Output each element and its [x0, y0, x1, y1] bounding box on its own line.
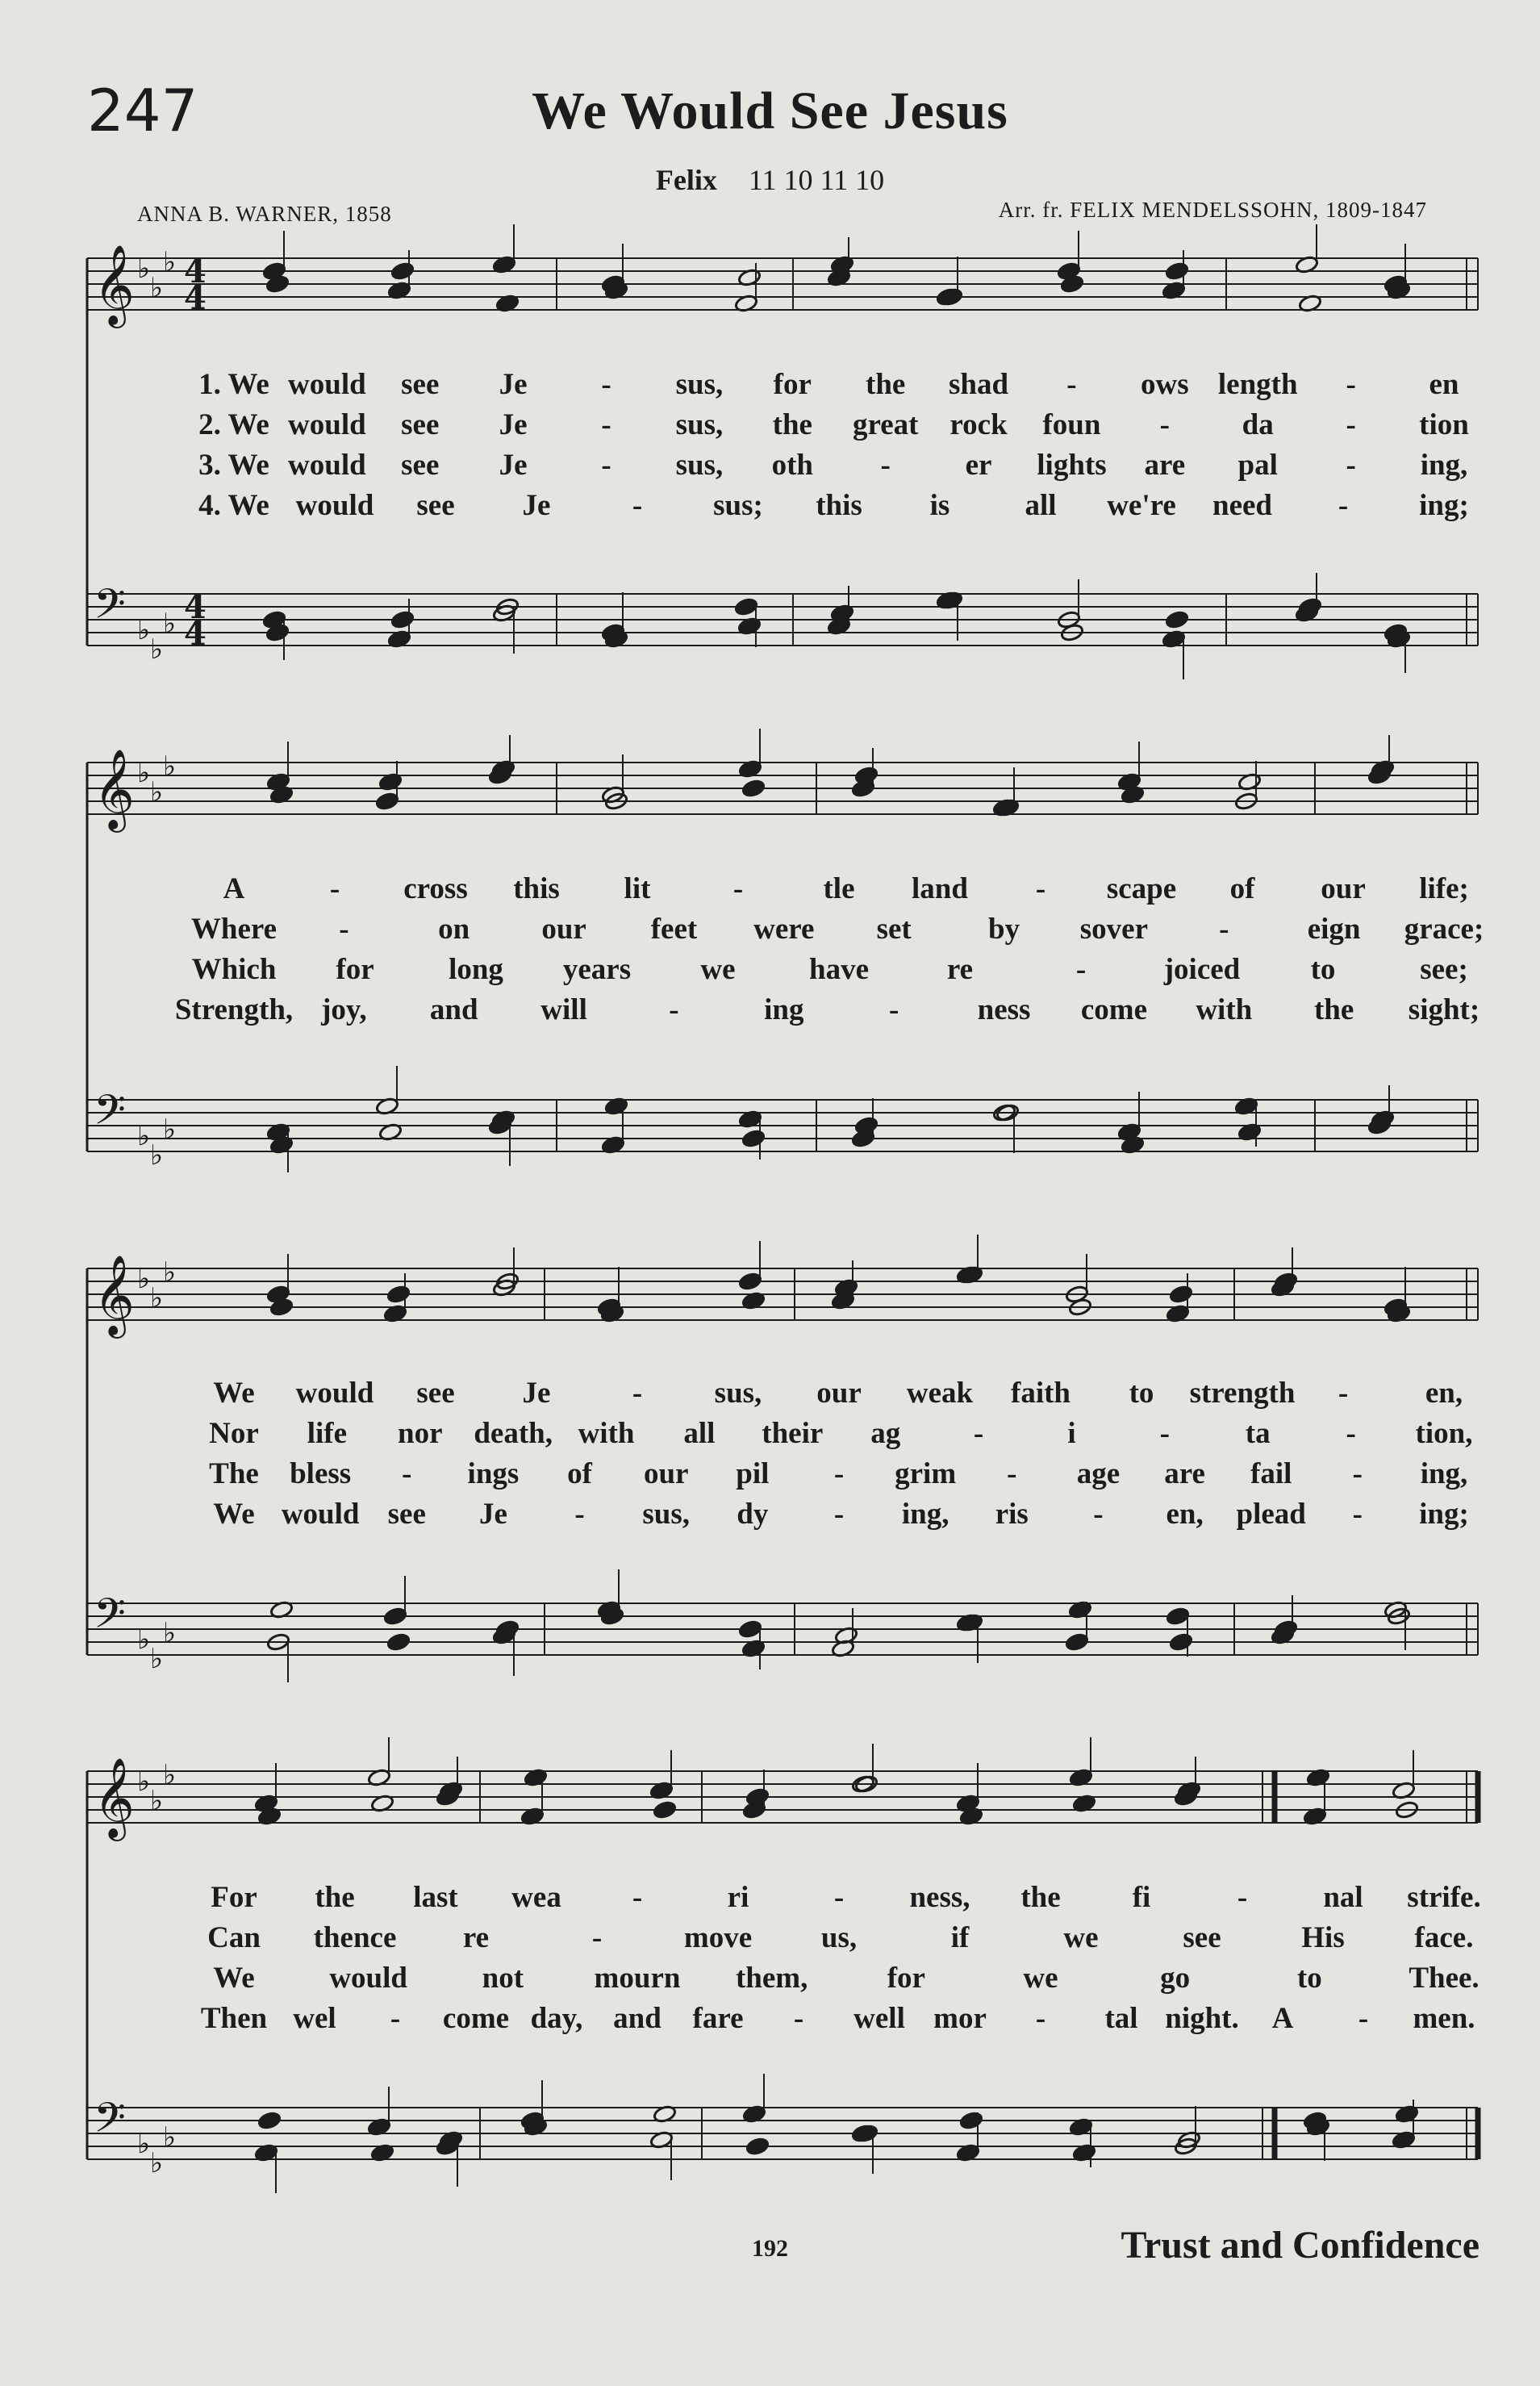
lyric-syllable: - — [732, 872, 744, 905]
flat-icon: ♭ — [137, 614, 151, 646]
notehead — [1165, 261, 1189, 281]
lyric-syllable: well — [853, 2002, 905, 2035]
notehead — [959, 2111, 983, 2130]
notehead — [1065, 1632, 1089, 1652]
lyric-syllable: fail — [1250, 1457, 1292, 1490]
bass-clef-icon: 𝄢 — [94, 2093, 126, 2152]
lyric-syllable: if — [950, 1921, 970, 1954]
lyric-syllable: we're — [1107, 489, 1176, 522]
lyric-syllable: 1. We — [198, 368, 269, 401]
lyric-syllable: Can — [207, 1921, 261, 1954]
lyric-syllable: nal — [1323, 1881, 1363, 1914]
lyric-syllable: move — [683, 1921, 753, 1954]
lyric-syllable: sus, — [675, 408, 724, 441]
lyric-syllable: - — [402, 1457, 412, 1490]
flat-icon: ♭ — [137, 1765, 151, 1798]
lyric-syllable: thence — [313, 1921, 397, 1954]
lyric-syllable: - — [1075, 953, 1087, 986]
notehead — [653, 1800, 677, 1820]
lyric-syllable: would — [295, 489, 374, 522]
lyric-syllable: ag — [870, 1417, 901, 1450]
lyric-syllable: Then — [200, 2002, 268, 2035]
flat-icon: ♭ — [150, 1643, 164, 1675]
lyric-syllable: - — [601, 449, 611, 482]
lyric-syllable: - — [1035, 2002, 1046, 2035]
lyric-syllable: - — [329, 872, 340, 905]
lyric-syllable: - — [1159, 1417, 1171, 1450]
lyric-syllable: to — [1310, 953, 1336, 986]
lyric-syllable: - — [1093, 1498, 1104, 1531]
lyric-syllable: would — [288, 408, 366, 441]
lyric-syllable: the — [315, 1881, 355, 1914]
lyric-syllable: last — [413, 1881, 458, 1914]
lyric-syllable: face. — [1414, 1921, 1474, 1954]
lyric-syllable: were — [753, 913, 815, 946]
lyric-syllable: ing; — [1419, 489, 1469, 522]
lyric-syllable: - — [1007, 1457, 1017, 1490]
lyric-syllable: with — [578, 1417, 635, 1450]
notehead — [1274, 1619, 1298, 1639]
lyric-syllable: lit — [624, 872, 651, 905]
lyric-syllable: - — [591, 1921, 603, 1954]
lyric-syllable: come — [442, 2002, 510, 2035]
hymn-composer: Arr. fr. FELIX MENDELSSOHN, 1809-1847 — [998, 198, 1427, 222]
lyric-syllable: the — [866, 368, 906, 401]
flat-icon: ♭ — [150, 1282, 164, 1314]
flat-icon: ♭ — [137, 2128, 151, 2160]
lyric-syllable: grace; — [1404, 913, 1484, 946]
lyric-syllable: 4. We — [198, 489, 269, 522]
lyric-syllable: ness, — [909, 1881, 970, 1914]
lyric-syllable: sight; — [1408, 993, 1480, 1026]
lyric-syllable: - — [1346, 1417, 1356, 1450]
lyric-syllable: tion, — [1415, 1417, 1473, 1450]
notehead — [734, 597, 758, 616]
notehead — [390, 261, 415, 281]
lyric-syllable: We — [213, 1962, 255, 1995]
lyric-syllable: sus, — [675, 449, 724, 482]
lyric-syllable: en, — [1425, 1377, 1463, 1410]
lyric-syllable: - — [1338, 489, 1349, 522]
notehead — [854, 2124, 879, 2143]
lyric-syllable: - — [793, 2002, 804, 2035]
flat-icon: ♭ — [150, 633, 164, 666]
lyric-syllable: Which — [191, 953, 277, 986]
notehead — [741, 1129, 766, 1148]
lyric-syllable: with — [1196, 993, 1253, 1026]
lyric-syllable: day, — [530, 2002, 583, 2035]
lyric-syllable: Thee. — [1409, 1962, 1479, 1995]
lyric-syllable: of — [567, 1457, 592, 1490]
time-signature-top: 4 — [184, 588, 207, 626]
lyric-syllable: strength — [1189, 1377, 1296, 1410]
lyric-syllable: is — [929, 489, 950, 522]
treble-clef-icon: 𝄞 — [94, 1255, 135, 1335]
section-label: Trust and Confidence — [1121, 2224, 1479, 2267]
lyric-syllable: ing, — [1420, 1457, 1468, 1490]
lyric-syllable: - — [1159, 408, 1171, 441]
lyric-syllable: great — [852, 408, 919, 441]
notehead — [939, 287, 963, 307]
lyric-syllable: set — [876, 913, 912, 946]
flat-icon: ♭ — [137, 1623, 151, 1656]
notehead — [745, 1787, 770, 1807]
notehead — [1169, 1285, 1193, 1304]
lyric-syllable: foun — [1042, 408, 1101, 441]
notehead — [386, 1285, 411, 1304]
lyric-syllable: are — [1164, 1457, 1205, 1490]
lyric-syllable: We — [213, 1377, 255, 1410]
lyric-syllable: en, — [1166, 1498, 1204, 1531]
flat-icon: ♭ — [163, 1256, 177, 1289]
lyric-syllable: our — [541, 913, 586, 946]
lyric-syllable: - — [1346, 408, 1356, 441]
lyric-syllable: Je — [478, 1498, 507, 1531]
lyric-syllable: will — [540, 993, 587, 1026]
lyric-syllable: see — [401, 449, 440, 482]
lyric-syllable: sover — [1079, 913, 1149, 946]
lyric-syllable: re — [946, 953, 974, 986]
time-signature-top: 4 — [184, 253, 207, 290]
lyric-syllable: the — [772, 408, 812, 441]
lyric-syllable: - — [833, 1457, 845, 1490]
bass-clef-icon: 𝄢 — [94, 1085, 126, 1144]
lyric-syllable: see — [416, 1377, 455, 1410]
hymn-title: We Would See Jesus — [532, 81, 1008, 140]
lyric-syllable: - — [1066, 368, 1077, 401]
lyric-syllable: en — [1429, 368, 1459, 401]
flat-icon: ♭ — [163, 1617, 177, 1649]
lyric-syllable: - — [669, 993, 679, 1026]
lyric-syllable: are — [1144, 449, 1186, 482]
hymn-author: ANNA B. WARNER, 1858 — [137, 202, 392, 226]
lyric-syllable: Je — [499, 449, 528, 482]
lyric-syllable: - — [880, 449, 891, 482]
lyric-syllable: ri — [727, 1881, 749, 1914]
lyric-syllable: sus; — [713, 489, 763, 522]
flat-icon: ♭ — [163, 2121, 177, 2154]
lyric-syllable: - — [601, 408, 611, 441]
lyric-syllable: - — [601, 368, 611, 401]
flat-icon: ♭ — [150, 2147, 164, 2179]
flat-icon: ♭ — [163, 608, 177, 640]
lyric-syllable: us, — [820, 1921, 858, 1954]
lyric-syllable: feet — [650, 913, 698, 946]
lyric-syllable: wel — [293, 2002, 336, 2035]
lyric-syllable: - — [1352, 1457, 1363, 1490]
flat-icon: ♭ — [137, 1120, 151, 1152]
flat-icon: ♭ — [150, 272, 164, 304]
lyric-syllable: mourn — [594, 1962, 681, 1995]
lyric-syllable: i — [1067, 1417, 1076, 1450]
hymn-number: 247 — [87, 77, 198, 144]
flat-icon: ♭ — [163, 246, 177, 278]
flat-icon: ♭ — [137, 253, 151, 285]
lyric-syllable: strife. — [1407, 1881, 1481, 1914]
lyric-syllable: mor — [933, 2002, 987, 2035]
lyric-syllable: night. — [1165, 2002, 1239, 2035]
lyric-syllable: would — [329, 1962, 407, 1995]
notehead — [375, 792, 399, 811]
lyric-syllable: For — [211, 1881, 257, 1914]
lyric-syllable: nor — [398, 1417, 443, 1450]
lyric-syllable: - — [833, 1498, 845, 1531]
lyric-syllable: see — [416, 489, 455, 522]
lyric-syllable: life — [307, 1417, 348, 1450]
lyric-syllable: rock — [949, 408, 1008, 441]
lyric-syllable: ing, — [1420, 449, 1468, 482]
lyric-syllable: life; — [1419, 872, 1469, 905]
lyric-syllable: not — [482, 1962, 524, 1995]
lyric-syllable: da — [1242, 408, 1274, 441]
lyric-syllable: A — [1271, 2002, 1294, 2035]
lyric-syllable: Nor — [209, 1417, 259, 1450]
lyric-syllable: would — [295, 1377, 374, 1410]
lyric-syllable: length — [1217, 368, 1298, 401]
lyric-syllable: shad — [949, 368, 1009, 401]
notehead — [738, 1619, 762, 1639]
lyric-syllable: - — [1352, 1498, 1363, 1531]
notehead — [1298, 597, 1322, 616]
flat-icon: ♭ — [137, 757, 151, 789]
notehead — [854, 1116, 879, 1135]
lyric-syllable: see — [1183, 1921, 1221, 1954]
notehead — [854, 766, 879, 785]
lyric-syllable: our — [816, 1377, 862, 1410]
lyric-syllable: years — [562, 953, 632, 986]
lyric-syllable: - — [1219, 913, 1229, 946]
notehead — [745, 2137, 770, 2156]
lyric-syllable: the — [1313, 993, 1354, 1026]
lyric-syllable: Je — [522, 489, 551, 522]
lyric-syllable: - — [1338, 1377, 1349, 1410]
lyric-syllable: them, — [735, 1962, 808, 1995]
lyric-syllable: - — [390, 2002, 401, 2035]
lyric-syllable: all — [1025, 489, 1057, 522]
lyric-syllable: - — [1346, 449, 1356, 482]
lyric-syllable: for — [773, 368, 812, 401]
lyric-syllable: need — [1212, 489, 1272, 522]
lyric-syllable: bless — [290, 1457, 352, 1490]
lyric-syllable: men. — [1413, 2002, 1475, 2035]
treble-clef-icon: 𝄞 — [94, 244, 135, 325]
notehead — [1169, 1632, 1193, 1652]
lyric-syllable: - — [632, 489, 643, 522]
lyric-syllable: We — [213, 1498, 255, 1531]
lyric-syllable: 3. We — [198, 449, 269, 482]
lyric-syllable: see — [387, 1498, 426, 1531]
lyric-syllable: 2. We — [198, 408, 269, 441]
lyric-syllable: eign — [1307, 913, 1361, 946]
lyric-syllable: sus, — [642, 1498, 691, 1531]
notehead — [741, 779, 766, 798]
lyric-syllable: tion — [1419, 408, 1469, 441]
lyric-syllable: pil — [736, 1457, 770, 1490]
lyric-syllable: sus, — [714, 1377, 762, 1410]
lyric-syllable: Where — [190, 913, 278, 946]
lyric-syllable: ing; — [1419, 1498, 1469, 1531]
lyric-syllable: ows — [1141, 368, 1189, 401]
lyric-syllable: Je — [499, 368, 528, 401]
notehead — [257, 2111, 282, 2130]
lyric-syllable: see — [401, 408, 440, 441]
lyric-syllable: - — [632, 1881, 643, 1914]
lyric-syllable: - — [339, 913, 349, 946]
lyric-syllable: would — [288, 368, 366, 401]
notehead — [495, 1619, 520, 1639]
lyric-syllable: their — [762, 1417, 824, 1450]
notehead — [1166, 1607, 1190, 1626]
lyric-syllable: - — [1358, 2002, 1369, 2035]
lyric-syllable: The — [209, 1457, 259, 1490]
lyric-syllable: pal — [1237, 449, 1278, 482]
lyric-syllable: - — [1346, 368, 1356, 401]
flat-icon: ♭ — [163, 1114, 177, 1146]
lyric-syllable: Je — [499, 408, 528, 441]
lyric-syllable: ing — [764, 993, 804, 1026]
lyric-syllable: ris — [995, 1498, 1029, 1531]
lyric-syllable: all — [683, 1417, 716, 1450]
lyric-syllable: on — [438, 913, 470, 946]
lyric-syllable: we — [1023, 1962, 1058, 1995]
tune-name: Felix — [655, 164, 717, 196]
lyric-syllable: would — [281, 1498, 360, 1531]
lyric-syllable: - — [632, 1377, 643, 1410]
lyric-syllable: see — [401, 368, 440, 401]
lyric-syllable: wea — [511, 1881, 561, 1914]
lyric-syllable: this — [513, 872, 560, 905]
lyric-syllable: we — [700, 953, 736, 986]
lyric-syllable: the — [1020, 1881, 1061, 1914]
lyric-syllable: ta — [1245, 1417, 1271, 1450]
lyric-syllable: joiced — [1163, 953, 1241, 986]
time-signature-bottom: 4 — [184, 615, 207, 653]
lyric-syllable: tal — [1104, 2002, 1138, 2035]
lyric-syllable: scape — [1106, 872, 1177, 905]
lyric-syllable: of — [1229, 872, 1255, 905]
bass-clef-icon: 𝄢 — [94, 1589, 126, 1648]
lyric-syllable: we — [1063, 1921, 1099, 1954]
lyric-syllable: ness — [977, 993, 1031, 1026]
lyric-syllable: - — [1035, 872, 1046, 905]
lyric-syllable: ings — [467, 1457, 520, 1490]
lyric-syllable: lights — [1037, 449, 1107, 482]
lyric-syllable: plead — [1236, 1498, 1306, 1531]
notehead — [386, 1632, 411, 1652]
lyric-syllable: His — [1301, 1921, 1345, 1954]
lyric-syllable: land — [912, 872, 968, 905]
lyric-syllable: this — [816, 489, 862, 522]
lyric-syllable: to — [1296, 1962, 1322, 1995]
lyric-syllable: dy — [737, 1498, 769, 1531]
lyric-syllable: death, — [474, 1417, 553, 1450]
lyric-syllable: our — [1321, 872, 1366, 905]
flat-icon: ♭ — [150, 776, 164, 809]
lyric-syllable: weak — [906, 1377, 974, 1410]
lyric-syllable: - — [574, 1498, 585, 1531]
lyric-syllable: cross — [403, 872, 468, 905]
flat-icon: ♭ — [150, 1785, 164, 1817]
lyric-syllable: Je — [522, 1377, 551, 1410]
flat-icon: ♭ — [150, 1139, 164, 1172]
lyric-syllable: come — [1080, 993, 1147, 1026]
lyric-syllable: faith — [1011, 1377, 1070, 1410]
bass-clef-icon: 𝄢 — [94, 579, 126, 638]
lyric-syllable: - — [833, 1881, 845, 1914]
lyric-syllable: fare — [692, 2002, 744, 2035]
lyric-syllable: see; — [1420, 953, 1468, 986]
lyric-syllable: would — [288, 449, 366, 482]
notehead — [383, 1607, 407, 1626]
page-number: 192 — [752, 2235, 788, 2262]
flat-icon: ♭ — [163, 750, 177, 783]
lyric-syllable: long — [449, 953, 503, 986]
notehead — [1274, 1272, 1298, 1291]
lyric-syllable: joy, — [321, 993, 367, 1026]
lyric-syllable: - — [973, 1417, 984, 1450]
lyric-syllable: ing, — [901, 1498, 949, 1531]
treble-clef-icon: 𝄞 — [94, 1757, 135, 1838]
lyric-syllable: age — [1076, 1457, 1121, 1490]
lyric-syllable: our — [643, 1457, 689, 1490]
notehead — [738, 1272, 762, 1291]
lyric-syllable: fi — [1132, 1881, 1151, 1914]
lyric-syllable: oth — [771, 449, 813, 482]
lyric-syllable: Strength, — [174, 993, 294, 1026]
lyric-syllable: sus, — [675, 368, 724, 401]
tune-meter: 11 10 11 10 — [748, 164, 885, 196]
lyric-syllable: grim — [895, 1457, 957, 1490]
flat-icon: ♭ — [163, 1759, 177, 1791]
lyric-syllable: have — [809, 953, 869, 986]
lyric-syllable: for — [887, 1962, 925, 1995]
notehead — [390, 610, 415, 629]
flat-icon: ♭ — [137, 1263, 151, 1295]
lyric-syllable: to — [1129, 1377, 1154, 1410]
lyric-syllable: - — [889, 993, 899, 1026]
lyric-syllable: A — [223, 872, 245, 905]
lyric-syllable: - — [1237, 1881, 1248, 1914]
lyric-syllable: re — [462, 1921, 490, 1954]
lyric-syllable: er — [965, 449, 992, 482]
lyric-syllable: and — [429, 993, 478, 1026]
lyric-syllable: tle — [823, 872, 855, 905]
lyric-syllable: for — [336, 953, 374, 986]
notehead — [1165, 610, 1189, 629]
lyric-syllable: and — [613, 2002, 661, 2035]
treble-clef-icon: 𝄞 — [94, 749, 135, 829]
lyric-syllable: go — [1160, 1962, 1191, 1995]
time-signature-bottom: 4 — [184, 279, 207, 317]
lyric-syllable: by — [987, 913, 1020, 946]
